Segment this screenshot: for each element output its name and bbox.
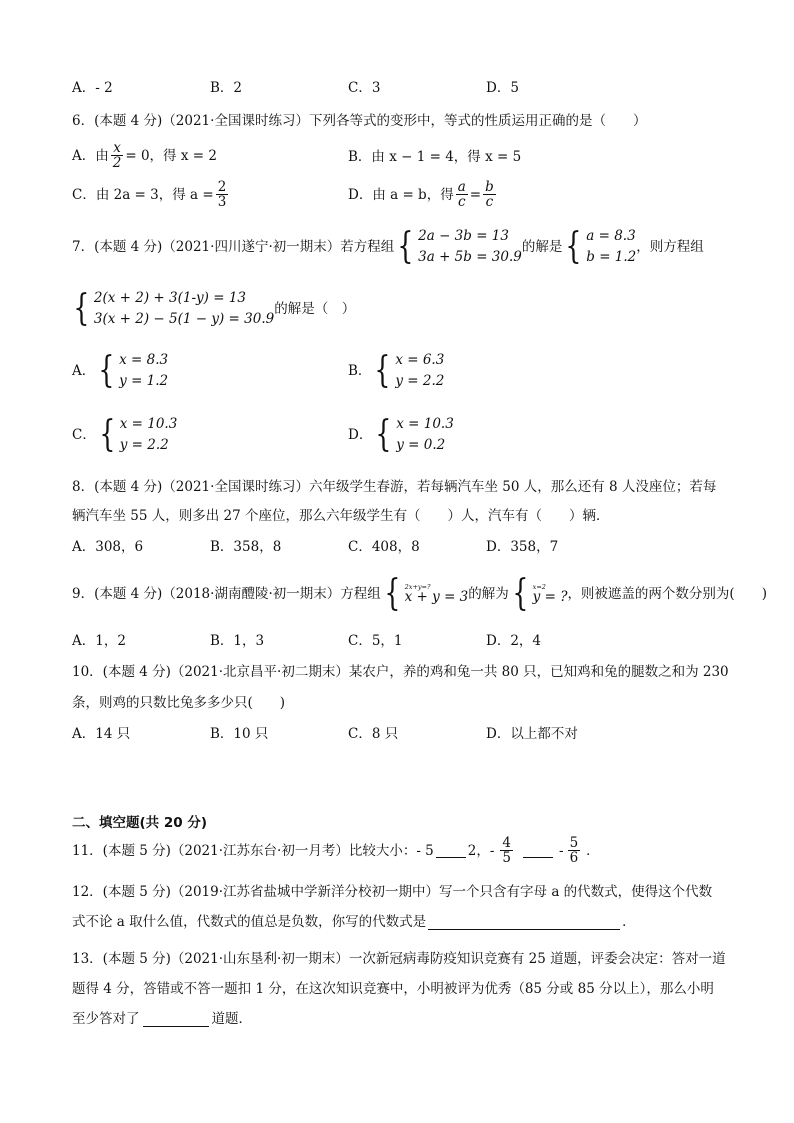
q9-stem: [72, 573, 767, 614]
q5-option-b: B．2: [210, 80, 243, 96]
q11-row: [72, 836, 600, 865]
q13-line3-row: [72, 1011, 252, 1027]
q6-d-num2: b: [485, 179, 494, 195]
brace-icon: {: [384, 573, 401, 614]
q6-stem: 6．(本题 4 分)（2021·全国课时练习）下列各等式的变形中，等式的性质运用正确的是（ ）: [72, 113, 647, 129]
q9-option-b: B．1，3: [210, 633, 265, 649]
q6-c-num: 2: [217, 179, 227, 195]
q7-stem: [72, 226, 704, 268]
q6-a-num: x: [113, 140, 121, 156]
q7-solution: [562, 226, 636, 268]
q6-d-eq: =: [469, 186, 482, 203]
q7-d-label: D．: [348, 426, 373, 443]
q11-neg: -: [559, 842, 564, 859]
q9-stem-pre: 9．(本题 4 分)（2018·湖南醴陵·初一期末）方程组: [72, 585, 381, 602]
q12-line1: 12．(本题 5 分)（2019·江苏省盐城中学新洋分校初一期中）写一个只含有字母 a 的代数式，使得这个代数: [72, 884, 713, 900]
q7-c-line2: y = 2.2: [119, 436, 169, 453]
q6-d-fraction-1: [456, 180, 468, 209]
q6-a-post: = 0，得 x = 2: [125, 147, 217, 164]
q9-solution: [509, 573, 568, 614]
q6-d-den2: c: [485, 194, 494, 211]
q9-stem-post: ，则被遮盖的两个数分别为( ): [567, 585, 767, 602]
q7-system-2: [70, 288, 274, 330]
q7-sol-line2: b = 1.2: [586, 248, 637, 265]
q7-b-label: B．: [348, 362, 372, 379]
q11-end: ．: [586, 842, 600, 859]
q7-c-line1: x = 10.3: [119, 416, 178, 432]
q5-option-c: C．3: [348, 80, 381, 96]
q11-after-blank1: 2，-: [467, 842, 495, 859]
brace-icon: {: [397, 225, 414, 267]
brace-icon: {: [374, 349, 391, 391]
q8-option-a: A．308，6: [72, 539, 144, 555]
q9-sys-top: 2x+y=?: [404, 582, 431, 591]
q7-c-system: [96, 414, 177, 456]
q7-b-line2: y = 2.2: [395, 372, 445, 389]
q6-option-c: [72, 180, 230, 209]
q6-option-b: B．由 x − 1 = 4，得 x = 5: [348, 149, 522, 165]
q12-line2-row: [72, 914, 636, 930]
q6-c-fraction: [216, 180, 229, 209]
q6-d-pre: D．由 a = b，得: [348, 186, 454, 203]
q7-d-system: [372, 414, 453, 456]
q11-fraction-2: [568, 836, 581, 865]
q6-option-a: [72, 141, 217, 170]
q10-option-a: A．14 只: [72, 726, 131, 742]
brace-icon: {: [98, 349, 115, 391]
q13-line1: 13．(本题 5 分)（2021·山东垦利·初一期末）一次新冠病毒防疫知识竞赛有 25 道题，评委会决定：答对一道: [72, 951, 726, 967]
q13-line3-pre: 至少答对了: [72, 1011, 140, 1027]
q7-sol-line1: a = 8.3: [586, 228, 636, 244]
q12-end: ．: [622, 914, 636, 930]
brace-icon: {: [73, 287, 90, 329]
q11-stem: 11．(本题 5 分)（2021·江苏东台·初一月考）比较大小：- 5: [72, 842, 434, 859]
q9-sys-main: x + y = 3: [404, 589, 469, 606]
q7-option-c: [72, 414, 177, 456]
q6-a-den: 2: [112, 155, 122, 172]
q13-line3-post: 道题．: [211, 1011, 252, 1027]
q12-line2: 式不论 a 取什么值，代数式的值总是负数，你写的代数式是: [72, 914, 427, 930]
q9-option-c: C．5，1: [348, 633, 403, 649]
q11-blank-2[interactable]: [523, 843, 553, 858]
q7-b-system: [371, 350, 444, 392]
q8-line2: 辆汽车坐 55 人，则多出 27 个座位，那么六年级学生有（ ）人，汽车有（ ）辆．: [72, 508, 610, 524]
brace-icon: {: [375, 413, 392, 455]
q7-a-line2: y = 1.2: [119, 372, 169, 389]
q7-sys2-line2: 3(x + 2) − 5(1 − y) = 30.9: [93, 310, 275, 327]
q9-sol-main: y = ?: [532, 589, 568, 606]
q9-sol-top: x=2: [532, 582, 546, 591]
q6-a-fraction: [111, 141, 124, 170]
q7-stem-post: ，则方程组: [636, 238, 704, 255]
brace-icon: {: [512, 573, 529, 614]
q7-sys1-line1: 2a − 3b = 13: [418, 228, 509, 244]
q5-option-d: D．5: [486, 80, 519, 96]
q7-sys2-line1: 2(x + 2) + 3(1-y) = 13: [93, 290, 246, 306]
q6-option-d: [348, 180, 498, 209]
q13-answer-blank[interactable]: [143, 1012, 209, 1027]
q6-c-den: 3: [217, 194, 227, 211]
brace-icon: {: [99, 413, 116, 455]
q8-line1: 8．(本题 4 分)（2021·全国课时练习）六年级学生春游，若每辆汽车坐 50 人，那么还有 8 人没座位；若每: [72, 479, 717, 495]
q8-option-b: B．358，8: [210, 539, 282, 555]
q7-a-line1: x = 8.3: [119, 352, 169, 368]
q7-system-2-row: [70, 288, 355, 330]
brace-icon: {: [565, 225, 582, 267]
q5-option-a: A．- 2: [72, 80, 113, 96]
q8-option-d: D．358，7: [486, 539, 559, 555]
q10-option-c: C．8 只: [348, 726, 399, 742]
q6-d-fraction-2: [483, 180, 496, 209]
q7-tail: 的解是（ ）: [274, 300, 356, 317]
q10-line2: 条，则鸡的只数比兔多多少只( ): [72, 695, 286, 711]
q9-system: [381, 573, 469, 614]
q7-d-line2: y = 0.2: [396, 436, 446, 453]
q11-blank-1[interactable]: [436, 843, 466, 858]
q6-a-pre: A．由: [72, 147, 109, 164]
q11-num1: 4: [502, 835, 512, 851]
q9-mid: 的解为: [468, 585, 509, 602]
q6-c-pre: C．由 2a = 3，得 a =: [72, 186, 214, 203]
q10-line1: 10．(本题 4 分)（2021·北京昌平·初二期末）某农户，养的鸡和兔一共 80 只，已知鸡和兔的腿数之和为 230: [72, 664, 729, 680]
q11-num2: 5: [569, 835, 579, 851]
q7-option-b: [348, 350, 444, 392]
q7-b-line1: x = 6.3: [395, 352, 445, 368]
q7-mid: 的解是: [521, 238, 563, 255]
section-title: 二、填空题(共 20 分): [72, 815, 208, 831]
q11-den1: 5: [502, 850, 512, 867]
q8-option-c: C．408，8: [348, 539, 420, 555]
q12-answer-blank[interactable]: [428, 915, 620, 930]
q7-sys1-line2: 3a + 5b = 30.9: [418, 248, 522, 265]
q10-option-d: D．以上都不对: [486, 726, 578, 742]
q7-option-d: [348, 414, 454, 456]
q13-line2: 题得 4 分，答错或不答一题扣 1 分，在这次知识竞赛中，小明被评为优秀（85 分或 85 分以上），那么小明: [72, 981, 714, 997]
q6-d-num1: a: [457, 179, 466, 195]
q7-option-a: [72, 350, 168, 392]
q6-d-den1: c: [457, 194, 466, 211]
q11-fraction-1: [500, 836, 513, 865]
q9-option-a: A．1，2: [72, 633, 126, 649]
q7-a-label: A．: [72, 362, 96, 379]
q11-den2: 6: [569, 850, 579, 867]
q7-d-line1: x = 10.3: [396, 416, 454, 432]
q9-option-d: D．2，4: [486, 633, 542, 649]
q7-system-1: [394, 226, 522, 268]
q7-stem-pre: 7．(本题 4 分)（2021·四川遂宁·初一期末）若方程组: [72, 238, 395, 255]
q10-option-b: B．10 只: [210, 726, 269, 742]
q7-c-label: C．: [72, 426, 96, 443]
q7-a-system: [95, 350, 168, 392]
